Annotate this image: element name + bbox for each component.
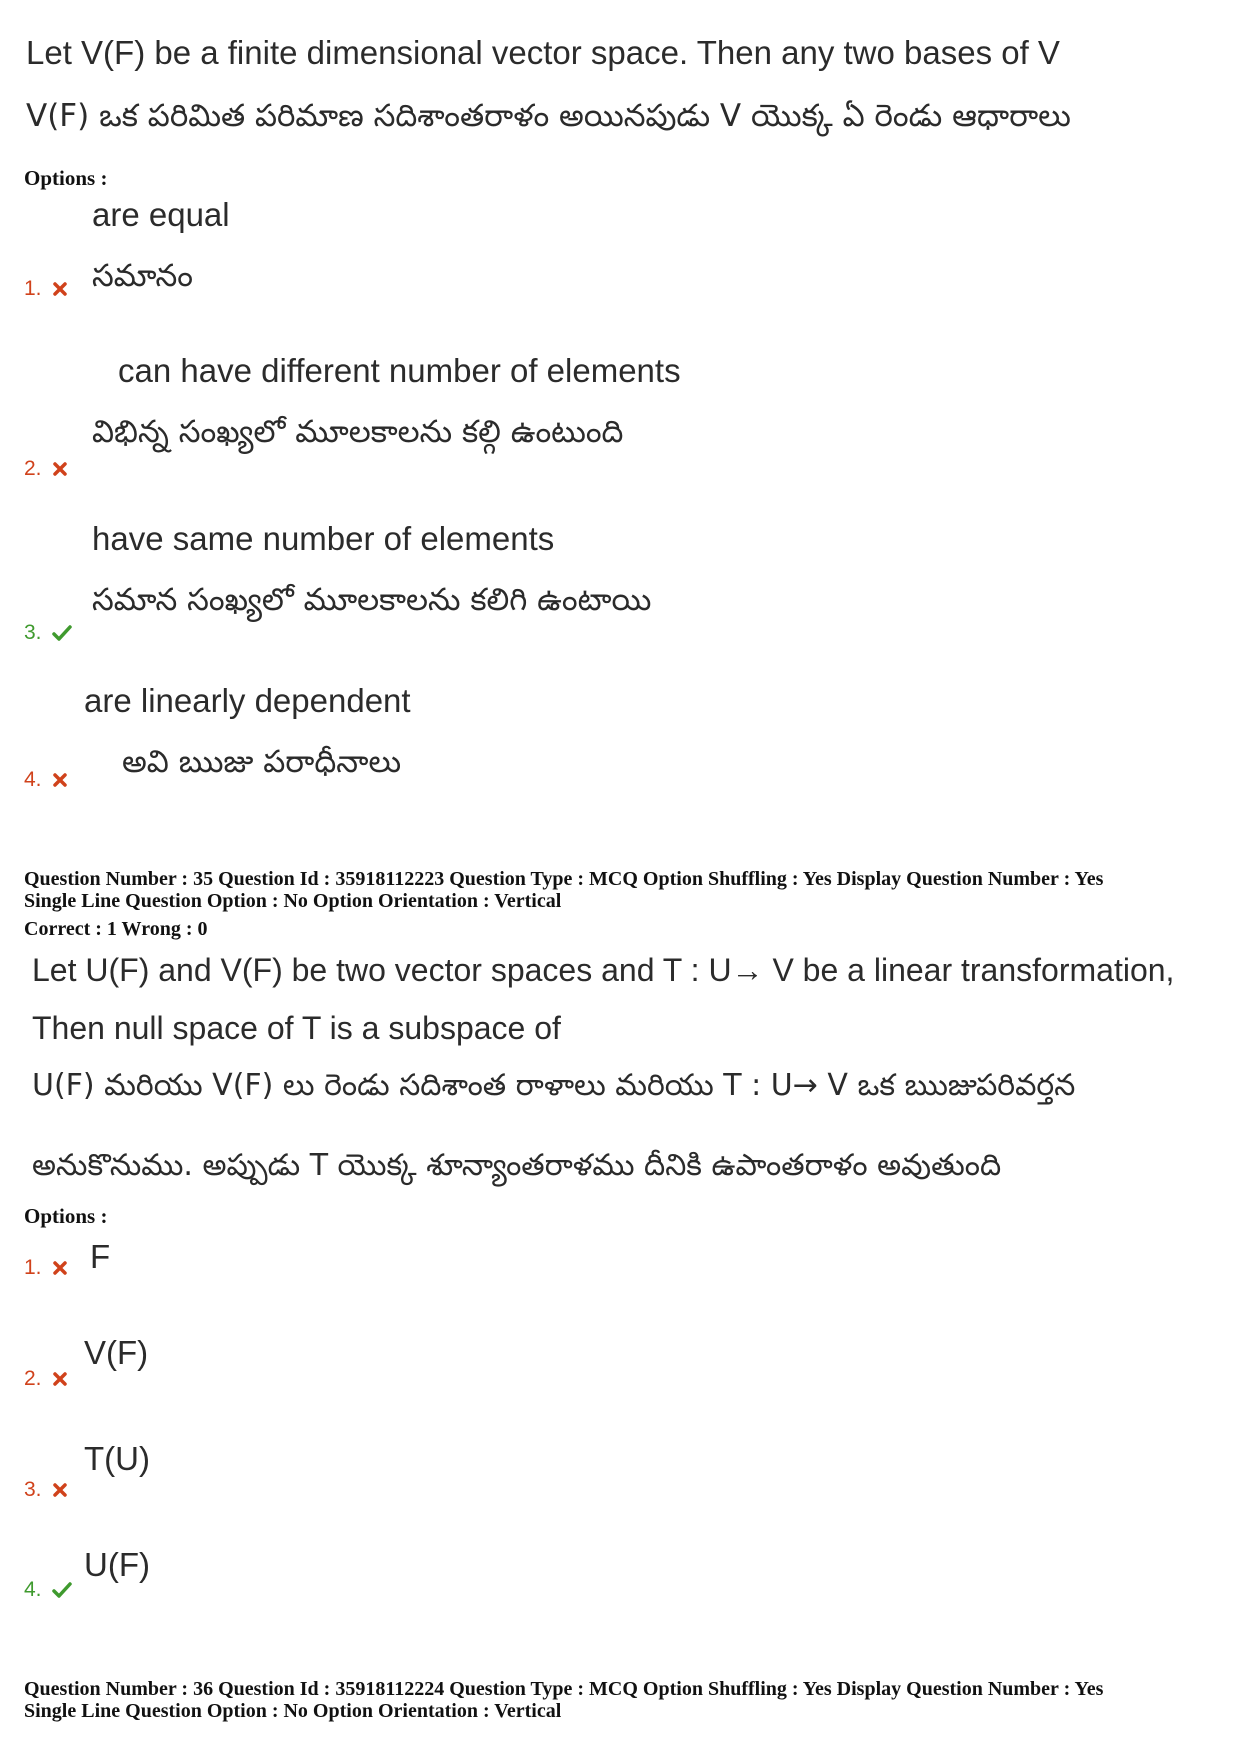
option-number: 4.	[24, 1578, 42, 1601]
q34-option-2-text-te: విభిన్న సంఖ్యలో మూలకాలను కల్గి ఉంటుంది	[92, 414, 624, 450]
q35-option-2-text: V(F)	[84, 1334, 149, 1371]
option-number: 3.	[24, 621, 42, 644]
q35-text-en-2: Then null space of T is a subspace of	[32, 1010, 561, 1046]
q34-option-4-text-en: are linearly dependent	[84, 682, 411, 719]
q35-text-en-1: Let U(F) and V(F) be two vector spaces and T : U→ V be a linear transformation,	[32, 952, 1175, 988]
q34-option-1-text-en: are equal	[92, 196, 230, 233]
q34-text-te: V(F) ఒక పరిమిత పరిమాణ సదిశాంతరాళం అయినపుడు V యొక్క ఏ రెండు ఆధారాలు	[26, 98, 1071, 134]
q36-meta-line-1: Question Number : 36 Question Id : 35918112224 Question Type : MCQ Option Shuffling : Yes Display Question Number : Yes	[24, 1678, 1104, 1700]
cross-icon	[52, 461, 68, 477]
cross-icon	[52, 1482, 68, 1498]
q35-meta-line-1: Question Number : 35 Question Id : 35918112223 Question Type : MCQ Option Shuffling : Yes Display Question Number : Yes	[24, 868, 1104, 890]
q35-option-3-text: T(U)	[84, 1440, 150, 1477]
q35-option-4	[24, 1578, 68, 1602]
cross-icon	[52, 772, 68, 788]
q35-meta-line-2: Single Line Question Option : No Option Orientation : Vertical	[24, 890, 562, 912]
q35-meta-line-3: Correct : 1 Wrong : 0	[24, 918, 208, 940]
cross-icon	[52, 1260, 68, 1276]
q34-option-3-text-en: have same number of elements	[92, 520, 555, 557]
q34-option-1-text-te: సమానం	[92, 258, 194, 294]
q35-text-te-1: U(F) మరియు V(F) లు రెండు సదిశాంత రాళాలు మరియు T : U→ V ఒక ఋజుపరివర్తన	[32, 1068, 1076, 1103]
q34-option-3	[24, 621, 68, 645]
q36-meta-line-2: Single Line Question Option : No Option Orientation : Vertical	[24, 1700, 562, 1722]
q35-option-3	[24, 1478, 68, 1502]
option-number: 1.	[24, 1256, 42, 1279]
q34-options-label: Options :	[24, 166, 108, 190]
option-number: 2.	[24, 457, 42, 480]
option-number: 4.	[24, 768, 42, 791]
q34-option-4	[24, 768, 68, 792]
q34-option-2	[24, 457, 68, 481]
option-number: 1.	[24, 277, 42, 300]
q35-option-4-text: U(F)	[84, 1546, 150, 1583]
option-number: 2.	[24, 1367, 42, 1390]
q34-option-3-text-te: సమాన సంఖ్యలో మూలకాలను కలిగి ఉంటాయి	[92, 582, 652, 618]
q35-text-te-2: అనుకొనుము. అప్పుడు T యొక్క శూన్యాంతరాళము దీనికి ఉపాంతరాళం అవుతుంది	[32, 1148, 1002, 1183]
q34-text-en: Let V(F) be a finite dimensional vector space. Then any two bases of V	[26, 34, 1060, 71]
q35-options-label: Options :	[24, 1204, 108, 1228]
q34-option-2-text-en: can have different number of elements	[118, 352, 681, 389]
check-icon	[52, 625, 68, 641]
q34-option-4-text-te: అవి ఋజు పరాధీనాలు	[122, 744, 402, 780]
q35-option-1-text: F	[90, 1238, 111, 1275]
cross-icon	[52, 1371, 68, 1387]
cross-icon	[52, 281, 68, 297]
check-icon	[52, 1582, 68, 1598]
q34-option-1	[24, 277, 68, 301]
option-number: 3.	[24, 1478, 42, 1501]
q35-option-1	[24, 1256, 68, 1280]
q35-option-2	[24, 1367, 68, 1391]
